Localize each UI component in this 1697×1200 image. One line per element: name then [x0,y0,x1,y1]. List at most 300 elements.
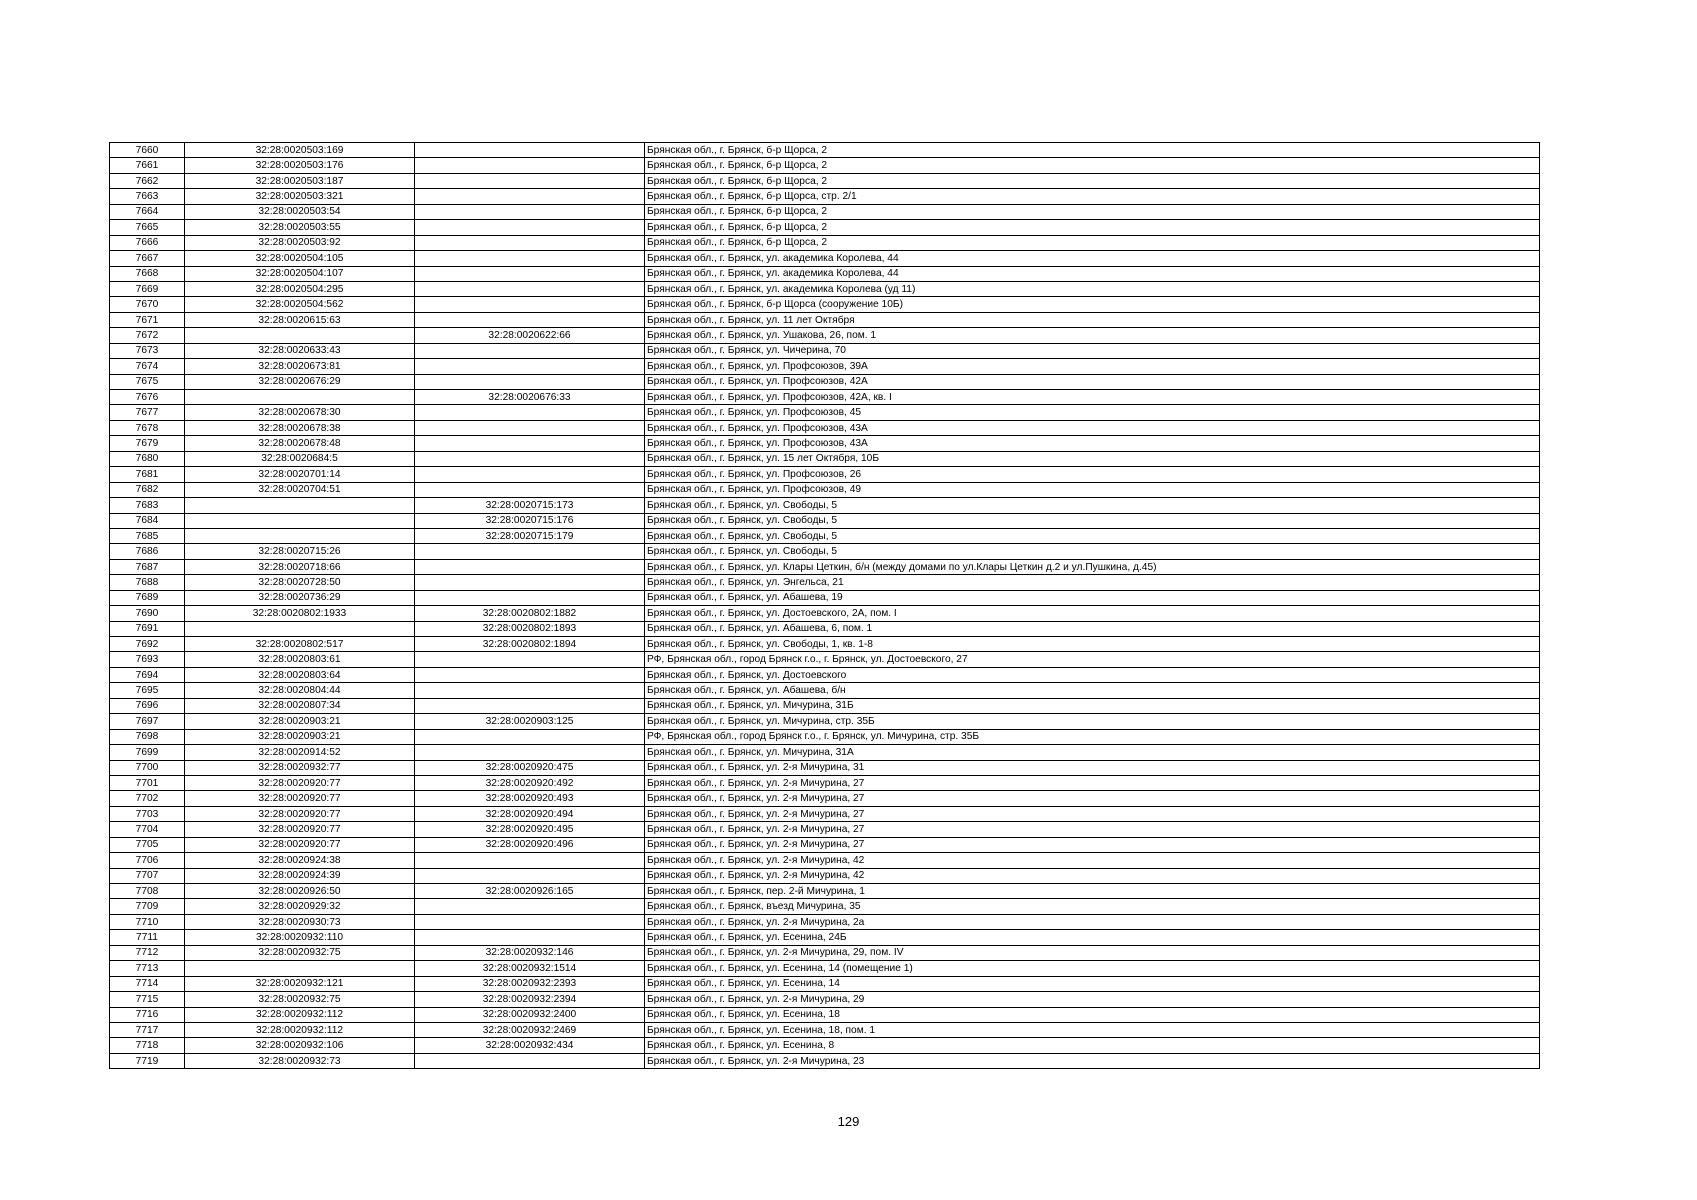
table-row [110,652,1540,667]
building-cadastral-number-cell [415,173,645,188]
land-cadastral-number-cell: 32:28:0020718:66 [185,559,415,574]
land-cadastral-number-cell: 32:28:0020504:107 [185,266,415,281]
land-cadastral-number-cell: 32:28:0020932:106 [185,1038,415,1053]
building-cadastral-number-cell: 32:28:0020926:165 [415,884,645,899]
table-row [110,312,1540,327]
building-cadastral-number-cell [415,590,645,605]
building-cadastral-number-cell: 32:28:0020932:146 [415,945,645,960]
table-row [110,945,1540,960]
building-cadastral-number-cell [415,220,645,235]
land-cadastral-number-cell: 32:28:0020932:121 [185,976,415,991]
table-row [110,992,1540,1007]
address-cell: Брянская обл., г. Брянск, ул. Есенина, 14 [645,976,1540,991]
address-cell: Брянская обл., г. Брянск, ул. Абашева, 6, пом. 1 [645,621,1540,636]
table-row [110,451,1540,466]
building-cadastral-number-cell: 32:28:0020920:494 [415,806,645,821]
address-cell: Брянская обл., г. Брянск, ул. Мичурина, 31А [645,745,1540,760]
building-cadastral-number-cell [415,158,645,173]
row-number-cell: 7677 [110,405,185,420]
land-cadastral-number-cell: 32:28:0020503:55 [185,220,415,235]
address-cell: Брянская обл., г. Брянск, ул. Свободы, 5 [645,513,1540,528]
row-number-cell: 7714 [110,976,185,991]
table-row [110,204,1540,219]
address-cell: Брянская обл., г. Брянск, ул. Свободы, 5 [645,498,1540,513]
row-number-cell: 7709 [110,899,185,914]
table-row [110,189,1540,204]
row-number-cell: 7672 [110,328,185,343]
building-cadastral-number-cell [415,559,645,574]
land-cadastral-number-cell: 32:28:0020920:77 [185,822,415,837]
row-number-cell: 7704 [110,822,185,837]
land-cadastral-number-cell: 32:28:0020914:52 [185,745,415,760]
building-cadastral-number-cell: 32:28:0020715:173 [415,498,645,513]
row-number-cell: 7679 [110,436,185,451]
row-number-cell: 7700 [110,760,185,775]
land-cadastral-number-cell [185,498,415,513]
address-cell: Брянская обл., г. Брянск, ул. 2-я Мичурина, 27 [645,806,1540,821]
table-row [110,266,1540,281]
land-cadastral-number-cell [185,621,415,636]
building-cadastral-number-cell: 32:28:0020932:2394 [415,992,645,1007]
address-cell: Брянская обл., г. Брянск, ул. Свободы, 1, кв. 1-8 [645,637,1540,652]
table-row [110,729,1540,744]
address-cell: Брянская обл., г. Брянск, ул. Профсоюзов, 26 [645,467,1540,482]
building-cadastral-number-cell: 32:28:0020920:495 [415,822,645,837]
address-cell: Брянская обл., г. Брянск, ул. Есенина, 24Б [645,930,1540,945]
land-cadastral-number-cell: 32:28:0020932:77 [185,760,415,775]
address-cell: Брянская обл., г. Брянск, б-р Щорса, 2 [645,235,1540,250]
row-number-cell: 7719 [110,1053,185,1068]
address-cell: Брянская обл., г. Брянск, ул. Профсоюзов, 45 [645,405,1540,420]
table-body [110,143,1540,1069]
table-row [110,853,1540,868]
land-cadastral-number-cell: 32:28:0020932:112 [185,1022,415,1037]
table-row [110,667,1540,682]
row-number-cell: 7667 [110,251,185,266]
land-cadastral-number-cell: 32:28:0020932:112 [185,1007,415,1022]
land-cadastral-number-cell: 32:28:0020736:29 [185,590,415,605]
address-cell: Брянская обл., г. Брянск, ул. академика Королева, 44 [645,266,1540,281]
table-row [110,405,1540,420]
row-number-cell: 7669 [110,281,185,296]
row-number-cell: 7687 [110,559,185,574]
table-row [110,745,1540,760]
row-number-cell: 7681 [110,467,185,482]
row-number-cell: 7666 [110,235,185,250]
land-cadastral-number-cell: 32:28:0020503:321 [185,189,415,204]
table-row [110,806,1540,821]
row-number-cell: 7675 [110,374,185,389]
table-row [110,1022,1540,1037]
land-cadastral-number-cell: 32:28:0020678:48 [185,436,415,451]
address-cell: Брянская обл., г. Брянск, б-р Щорса, 2 [645,158,1540,173]
table-row [110,884,1540,899]
table-row [110,637,1540,652]
address-cell: Брянская обл., г. Брянск, ул. 2-я Мичурина, 29, пом. IV [645,945,1540,960]
building-cadastral-number-cell: 32:28:0020802:1894 [415,637,645,652]
row-number-cell: 7710 [110,914,185,929]
row-number-cell: 7678 [110,420,185,435]
address-cell: Брянская обл., г. Брянск, ул. Мичурина, 31Б [645,698,1540,713]
address-cell: Брянская обл., г. Брянск, ул. Профсоюзов, 43А [645,436,1540,451]
row-number-cell: 7691 [110,621,185,636]
row-number-cell: 7693 [110,652,185,667]
address-cell: Брянская обл., г. Брянск, ул. академика Королева (уд 11) [645,281,1540,296]
table-row [110,837,1540,852]
table-row [110,698,1540,713]
building-cadastral-number-cell [415,451,645,466]
land-cadastral-number-cell [185,961,415,976]
row-number-cell: 7717 [110,1022,185,1037]
row-number-cell: 7671 [110,312,185,327]
row-number-cell: 7697 [110,714,185,729]
land-cadastral-number-cell [185,390,415,405]
row-number-cell: 7711 [110,930,185,945]
table-row [110,976,1540,991]
row-number-cell: 7680 [110,451,185,466]
land-cadastral-number-cell: 32:28:0020920:77 [185,837,415,852]
building-cadastral-number-cell [415,868,645,883]
address-cell: Брянская обл., г. Брянск, ул. Есенина, 18, пом. 1 [645,1022,1540,1037]
building-cadastral-number-cell [415,204,645,219]
address-cell: Брянская обл., г. Брянск, ул. Достоевского [645,667,1540,682]
row-number-cell: 7701 [110,775,185,790]
table-row [110,791,1540,806]
land-cadastral-number-cell [185,528,415,543]
row-number-cell: 7683 [110,498,185,513]
row-number-cell: 7665 [110,220,185,235]
row-number-cell: 7713 [110,961,185,976]
address-cell: Брянская обл., г. Брянск, ул. 2-я Мичурина, 42 [645,868,1540,883]
address-cell: Брянская обл., г. Брянск, ул. Свободы, 5 [645,544,1540,559]
address-cell: Брянская обл., г. Брянск, ул. Чичерина, 70 [645,343,1540,358]
address-cell: Брянская обл., г. Брянск, ул. 2-я Мичурина, 23 [645,1053,1540,1068]
address-cell: РФ, Брянская обл., город Брянск г.о., г. Брянск, ул. Мичурина, стр. 35Б [645,729,1540,744]
table-row [110,1038,1540,1053]
row-number-cell: 7695 [110,683,185,698]
table-row [110,297,1540,312]
row-number-cell: 7664 [110,204,185,219]
building-cadastral-number-cell [415,143,645,158]
page-number: 129 [837,1114,860,1129]
building-cadastral-number-cell: 32:28:0020932:2393 [415,976,645,991]
table-row [110,930,1540,945]
address-cell: Брянская обл., г. Брянск, ул. Есенина, 14 (помещение 1) [645,961,1540,976]
building-cadastral-number-cell: 32:28:0020932:434 [415,1038,645,1053]
row-number-cell: 7702 [110,791,185,806]
row-number-cell: 7660 [110,143,185,158]
row-number-cell: 7706 [110,853,185,868]
land-cadastral-number-cell: 32:28:0020633:43 [185,343,415,358]
land-cadastral-number-cell [185,328,415,343]
table-row [110,1053,1540,1068]
building-cadastral-number-cell [415,343,645,358]
table-row [110,575,1540,590]
land-cadastral-number-cell: 32:28:0020701:14 [185,467,415,482]
land-cadastral-number-cell: 32:28:0020932:75 [185,945,415,960]
table-row [110,436,1540,451]
table-row [110,559,1540,574]
address-cell: Брянская обл., г. Брянск, ул. 2-я Мичурина, 27 [645,822,1540,837]
table-row [110,359,1540,374]
row-number-cell: 7661 [110,158,185,173]
building-cadastral-number-cell: 32:28:0020903:125 [415,714,645,729]
building-cadastral-number-cell [415,667,645,682]
table-row [110,621,1540,636]
row-number-cell: 7670 [110,297,185,312]
land-cadastral-number-cell: 32:28:0020715:26 [185,544,415,559]
land-cadastral-number-cell: 32:28:0020504:105 [185,251,415,266]
table-row [110,235,1540,250]
land-cadastral-number-cell: 32:28:0020804:44 [185,683,415,698]
address-cell: Брянская обл., г. Брянск, ул. Достоевского, 2А, пом. I [645,606,1540,621]
land-cadastral-number-cell: 32:28:0020704:51 [185,482,415,497]
building-cadastral-number-cell [415,482,645,497]
row-number-cell: 7712 [110,945,185,960]
land-cadastral-number-cell: 32:28:0020678:30 [185,405,415,420]
row-number-cell: 7674 [110,359,185,374]
building-cadastral-number-cell [415,853,645,868]
building-cadastral-number-cell: 32:28:0020622:66 [415,328,645,343]
land-cadastral-number-cell: 32:28:0020932:75 [185,992,415,1007]
table-row [110,775,1540,790]
address-cell: Брянская обл., г. Брянск, ул. Ушакова, 26, пом. 1 [645,328,1540,343]
table-row [110,961,1540,976]
table-row [110,143,1540,158]
address-cell: Брянская обл., г. Брянск, б-р Щорса, 2 [645,220,1540,235]
address-cell: РФ, Брянская обл., город Брянск г.о., г. Брянск, ул. Достоевского, 27 [645,652,1540,667]
building-cadastral-number-cell [415,544,645,559]
land-cadastral-number-cell: 32:28:0020930:73 [185,914,415,929]
land-cadastral-number-cell: 32:28:0020924:38 [185,853,415,868]
row-number-cell: 7684 [110,513,185,528]
address-cell: Брянская обл., г. Брянск, ул. 11 лет Октября [645,312,1540,327]
table-row [110,606,1540,621]
address-cell: Брянская обл., г. Брянск, ул. Клары Цеткин, б/н (между домами по ул.Клары Цеткин д.2 и ул.Пушкина, д.45) [645,559,1540,574]
address-cell: Брянская обл., г. Брянск, ул. Профсоюзов, 49 [645,482,1540,497]
land-cadastral-number-cell: 32:28:0020678:38 [185,420,415,435]
table-row [110,590,1540,605]
address-cell: Брянская обл., г. Брянск, ул. Есенина, 8 [645,1038,1540,1053]
row-number-cell: 7689 [110,590,185,605]
table-row [110,390,1540,405]
row-number-cell: 7707 [110,868,185,883]
row-number-cell: 7685 [110,528,185,543]
row-number-cell: 7668 [110,266,185,281]
building-cadastral-number-cell [415,312,645,327]
land-cadastral-number-cell: 32:28:0020615:63 [185,312,415,327]
table-row [110,281,1540,296]
row-number-cell: 7663 [110,189,185,204]
table-row [110,420,1540,435]
table-row [110,173,1540,188]
building-cadastral-number-cell [415,1053,645,1068]
building-cadastral-number-cell: 32:28:0020920:493 [415,791,645,806]
row-number-cell: 7690 [110,606,185,621]
address-cell: Брянская обл., г. Брянск, пер. 2-й Мичурина, 1 [645,884,1540,899]
row-number-cell: 7698 [110,729,185,744]
address-cell: Брянская обл., г. Брянск, ул. 2-я Мичурина, 29 [645,992,1540,1007]
row-number-cell: 7705 [110,837,185,852]
table-row [110,328,1540,343]
row-number-cell: 7715 [110,992,185,1007]
table-row [110,513,1540,528]
table-row [110,714,1540,729]
table-row [110,914,1540,929]
address-cell: Брянская обл., г. Брянск, ул. Профсоюзов, 43А [645,420,1540,435]
building-cadastral-number-cell: 32:28:0020932:1514 [415,961,645,976]
address-cell: Брянская обл., г. Брянск, б-р Щорса, стр. 2/1 [645,189,1540,204]
address-cell: Брянская обл., г. Брянск, ул. 2-я Мичурина, 27 [645,837,1540,852]
row-number-cell: 7676 [110,390,185,405]
land-cadastral-number-cell: 32:28:0020920:77 [185,791,415,806]
building-cadastral-number-cell [415,729,645,744]
building-cadastral-number-cell: 32:28:0020920:496 [415,837,645,852]
address-cell: Брянская обл., г. Брянск, ул. 2-я Мичурина, 42 [645,853,1540,868]
row-number-cell: 7716 [110,1007,185,1022]
table-row [110,374,1540,389]
building-cadastral-number-cell [415,914,645,929]
row-number-cell: 7688 [110,575,185,590]
address-cell: Брянская обл., г. Брянск, ул. Абашева, 19 [645,590,1540,605]
building-cadastral-number-cell [415,405,645,420]
property-register-table [109,142,1540,1069]
building-cadastral-number-cell [415,374,645,389]
land-cadastral-number-cell: 32:28:0020503:169 [185,143,415,158]
building-cadastral-number-cell: 32:28:0020920:475 [415,760,645,775]
building-cadastral-number-cell [415,297,645,312]
table-row [110,343,1540,358]
address-cell: Брянская обл., г. Брянск, ул. 2-я Мичурина, 27 [645,775,1540,790]
land-cadastral-number-cell: 32:28:0020728:50 [185,575,415,590]
address-cell: Брянская обл., г. Брянск, ул. Мичурина, стр. 35Б [645,714,1540,729]
address-cell: Брянская обл., г. Брянск, ул. 2-я Мичурина, 2а [645,914,1540,929]
address-cell: Брянская обл., г. Брянск, ул. 15 лет Октября, 10Б [645,451,1540,466]
row-number-cell: 7708 [110,884,185,899]
table-row [110,544,1540,559]
land-cadastral-number-cell: 32:28:0020926:50 [185,884,415,899]
land-cadastral-number-cell: 32:28:0020903:21 [185,714,415,729]
building-cadastral-number-cell [415,698,645,713]
address-cell: Брянская обл., г. Брянск, ул. Есенина, 18 [645,1007,1540,1022]
land-cadastral-number-cell: 32:28:0020807:34 [185,698,415,713]
building-cadastral-number-cell: 32:28:0020802:1893 [415,621,645,636]
building-cadastral-number-cell [415,683,645,698]
table-row [110,158,1540,173]
land-cadastral-number-cell: 32:28:0020676:29 [185,374,415,389]
land-cadastral-number-cell: 32:28:0020503:54 [185,204,415,219]
building-cadastral-number-cell: 32:28:0020802:1882 [415,606,645,621]
address-cell: Брянская обл., г. Брянск, ул. Профсоюзов, 42А [645,374,1540,389]
building-cadastral-number-cell: 32:28:0020715:179 [415,528,645,543]
address-cell: Брянская обл., г. Брянск, ул. Абашева, б/н [645,683,1540,698]
table-row [110,760,1540,775]
land-cadastral-number-cell: 32:28:0020503:92 [185,235,415,250]
land-cadastral-number-cell: 32:28:0020903:21 [185,729,415,744]
row-number-cell: 7696 [110,698,185,713]
building-cadastral-number-cell: 32:28:0020932:2400 [415,1007,645,1022]
land-cadastral-number-cell: 32:28:0020932:110 [185,930,415,945]
table-row [110,868,1540,883]
building-cadastral-number-cell [415,652,645,667]
row-number-cell: 7718 [110,1038,185,1053]
land-cadastral-number-cell: 32:28:0020932:73 [185,1053,415,1068]
table-row [110,822,1540,837]
land-cadastral-number-cell: 32:28:0020504:562 [185,297,415,312]
building-cadastral-number-cell: 32:28:0020932:2469 [415,1022,645,1037]
address-cell: Брянская обл., г. Брянск, ул. 2-я Мичурина, 31 [645,760,1540,775]
building-cadastral-number-cell [415,575,645,590]
table-row [110,1007,1540,1022]
table-row [110,683,1540,698]
land-cadastral-number-cell: 32:28:0020504:295 [185,281,415,296]
land-cadastral-number-cell: 32:28:0020802:517 [185,637,415,652]
address-cell: Брянская обл., г. Брянск, ул. Энгельса, 21 [645,575,1540,590]
land-cadastral-number-cell [185,513,415,528]
land-cadastral-number-cell: 32:28:0020924:39 [185,868,415,883]
building-cadastral-number-cell [415,420,645,435]
row-number-cell: 7703 [110,806,185,821]
building-cadastral-number-cell [415,189,645,204]
table-row [110,482,1540,497]
row-number-cell: 7662 [110,173,185,188]
table-row [110,251,1540,266]
building-cadastral-number-cell: 32:28:0020920:492 [415,775,645,790]
address-cell: Брянская обл., г. Брянск, б-р Щорса (сооружение 10Б) [645,297,1540,312]
row-number-cell: 7699 [110,745,185,760]
building-cadastral-number-cell [415,235,645,250]
address-cell: Брянская обл., г. Брянск, б-р Щорса, 2 [645,204,1540,219]
land-cadastral-number-cell: 32:28:0020684:5 [185,451,415,466]
building-cadastral-number-cell [415,359,645,374]
address-cell: Брянская обл., г. Брянск, б-р Щорса, 2 [645,143,1540,158]
row-number-cell: 7682 [110,482,185,497]
address-cell: Брянская обл., г. Брянск, ул. 2-я Мичурина, 27 [645,791,1540,806]
land-cadastral-number-cell: 32:28:0020673:81 [185,359,415,374]
building-cadastral-number-cell [415,251,645,266]
row-number-cell: 7686 [110,544,185,559]
building-cadastral-number-cell [415,266,645,281]
row-number-cell: 7673 [110,343,185,358]
address-cell: Брянская обл., г. Брянск, ул. Профсоюзов, 42А, кв. I [645,390,1540,405]
address-cell: Брянская обл., г. Брянск, въезд Мичурина, 35 [645,899,1540,914]
table-row [110,899,1540,914]
land-cadastral-number-cell: 32:28:0020803:61 [185,652,415,667]
building-cadastral-number-cell: 32:28:0020715:176 [415,513,645,528]
land-cadastral-number-cell: 32:28:0020503:176 [185,158,415,173]
address-cell: Брянская обл., г. Брянск, ул. Свободы, 5 [645,528,1540,543]
building-cadastral-number-cell [415,436,645,451]
address-cell: Брянская обл., г. Брянск, б-р Щорса, 2 [645,173,1540,188]
address-cell: Брянская обл., г. Брянск, ул. Профсоюзов, 39А [645,359,1540,374]
land-cadastral-number-cell: 32:28:0020803:64 [185,667,415,682]
building-cadastral-number-cell [415,467,645,482]
land-cadastral-number-cell: 32:28:0020920:77 [185,775,415,790]
table-row [110,467,1540,482]
building-cadastral-number-cell: 32:28:0020676:33 [415,390,645,405]
table-row [110,220,1540,235]
address-cell: Брянская обл., г. Брянск, ул. академика Королева, 44 [645,251,1540,266]
land-cadastral-number-cell: 32:28:0020929:32 [185,899,415,914]
table-row [110,498,1540,513]
land-cadastral-number-cell: 32:28:0020802:1933 [185,606,415,621]
building-cadastral-number-cell [415,899,645,914]
building-cadastral-number-cell [415,745,645,760]
building-cadastral-number-cell [415,281,645,296]
row-number-cell: 7694 [110,667,185,682]
land-cadastral-number-cell: 32:28:0020920:77 [185,806,415,821]
land-cadastral-number-cell: 32:28:0020503:187 [185,173,415,188]
